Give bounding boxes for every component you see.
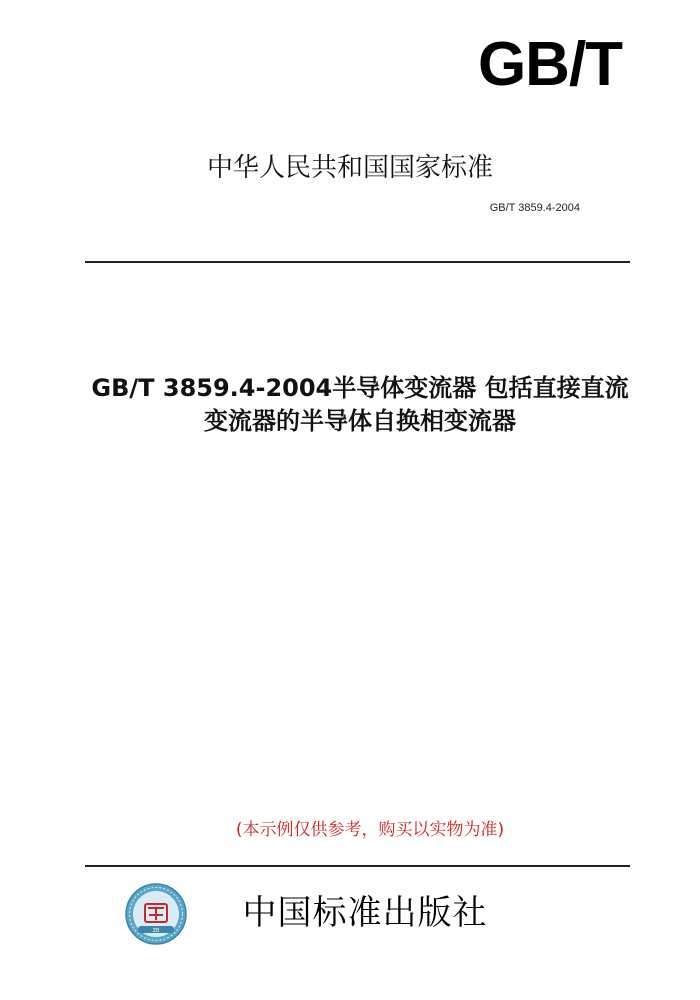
publisher-name: 中国标准出版社	[242, 893, 488, 933]
document-title-line-1: GB/T 3859.4-2004半导体变流器 包括直接直流	[91, 374, 629, 402]
seal-text: ZB	[152, 928, 160, 934]
document-title-line-2: 变流器的半导体自换相变流器	[204, 407, 516, 435]
publisher-seal-icon	[124, 882, 188, 946]
standard-number: GB/T 3859.4-2004	[489, 202, 580, 214]
gbt-mark: GB/T	[477, 30, 623, 99]
sample-disclaimer: (本示例仅供参考，购买以实物为准)	[235, 820, 505, 840]
bottom-divider	[85, 865, 630, 867]
top-divider	[85, 261, 630, 263]
national-standard-heading: 中华人民共和国国家标准	[206, 153, 493, 183]
document-title	[30, 372, 690, 438]
